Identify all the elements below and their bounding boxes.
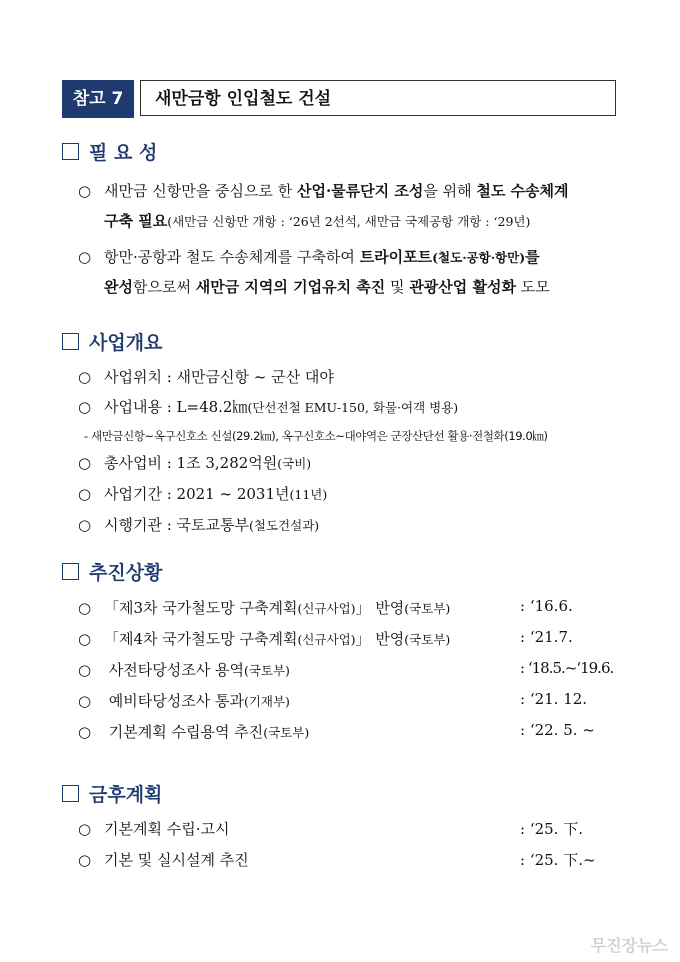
future-item: ○ 기본계획 수립·고시 [78, 820, 230, 838]
future-date: : ‘25. 下. [520, 820, 583, 838]
bullet-circle-icon: ○ [78, 723, 92, 741]
reference-label: 참고 7 [62, 80, 134, 118]
bullet-circle-icon: ○ [78, 182, 92, 200]
section-need [62, 138, 157, 165]
document-title: 새만금항 인입철도 건설 [140, 80, 616, 116]
overview-location: ○ 사업위치 : 새만금신항 ~ 군산 대야 [78, 368, 334, 386]
progress-date: : ‘21.7. [520, 628, 573, 646]
section-need-title: 필 요 성 [89, 142, 158, 164]
bullet-circle-icon: ○ [78, 398, 92, 416]
progress-item: ○ 「제3차 국가철도망 구축계획(신규사업)」 반영(국토부) [78, 599, 451, 617]
overview-agency: ○ 시행기관 : 국토교통부(철도건설과) [78, 516, 320, 534]
progress-item: ○ 예비타당성조사 통과(기재부) [78, 692, 290, 710]
checkbox-square-icon [62, 785, 79, 802]
reference-header [62, 80, 618, 118]
checkbox-square-icon [62, 563, 79, 580]
section-progress-title: 추진상황 [89, 562, 163, 584]
bullet-circle-icon: ○ [78, 661, 92, 679]
section-overview-title: 사업개요 [89, 332, 163, 354]
future-date: : ‘25. 下.~ [520, 851, 596, 869]
overview-content: ○ 사업내용 : L=48.2㎞(단선전철 EMU-150, 화물·여객 병용) [78, 398, 459, 416]
bullet-circle-icon: ○ [78, 851, 92, 869]
checkbox-square-icon [62, 333, 79, 350]
bullet-circle-icon: ○ [78, 599, 92, 617]
need-paragraph-1-cont: 구축 필요(새만금 신항만 개항 : ‘26년 2선석, 새만금 국제공항 개항 : ‘29년) [104, 212, 531, 230]
section-future-title: 금후계획 [89, 784, 163, 806]
bullet-circle-icon: ○ [78, 368, 92, 386]
bullet-circle-icon: ○ [78, 248, 92, 266]
section-overview [62, 328, 162, 355]
watermark-logo: 무진장뉴스 [590, 936, 668, 955]
need-paragraph-2-cont: 완성함으로써 새만금 지역의 기업유치 촉진 및 관광산업 활성화 도모 [104, 278, 550, 296]
progress-item: ○ 「제4차 국가철도망 구축계획(신규사업)」 반영(국토부) [78, 630, 451, 648]
progress-item: ○ 사전타당성조사 용역(국토부) [78, 661, 290, 679]
section-future [62, 780, 162, 807]
overview-sub-note: - 새만금신항~옥구신호소 신설(29.2㎞), 옥구신호소~대야역은 군장산단선 활용·전철화(19.0㎞) [84, 429, 548, 443]
need-paragraph-2: ○ 항만·공항과 철도 수송체계를 구축하여 트라이포트(철도·공항·항만)를 [78, 248, 540, 266]
section-progress [62, 558, 162, 585]
need-paragraph-1: ○ 새만금 신항만을 중심으로 한 산업·물류단지 조성을 위해 철도 수송체계 [78, 182, 569, 200]
progress-date: : ‘21. 12. [520, 690, 588, 708]
progress-item: ○ 기본계획 수립용역 추진(국토부) [78, 723, 310, 741]
overview-period: ○ 사업기간 : 2021 ~ 2031년(11년) [78, 485, 328, 503]
progress-date: : ‘22. 5. ~ [520, 721, 595, 739]
progress-date: : ‘18.5.~‘19.6. [520, 659, 614, 677]
bullet-circle-icon: ○ [78, 485, 92, 503]
overview-cost: ○ 총사업비 : 1조 3,282억원(국비) [78, 454, 312, 472]
checkbox-square-icon [62, 143, 79, 160]
bullet-circle-icon: ○ [78, 454, 92, 472]
bullet-circle-icon: ○ [78, 630, 92, 648]
bullet-circle-icon: ○ [78, 820, 92, 838]
bullet-circle-icon: ○ [78, 516, 92, 534]
progress-date: : ‘16.6. [520, 597, 573, 615]
future-item: ○ 기본 및 실시설계 추진 [78, 851, 249, 869]
bullet-circle-icon: ○ [78, 692, 92, 710]
